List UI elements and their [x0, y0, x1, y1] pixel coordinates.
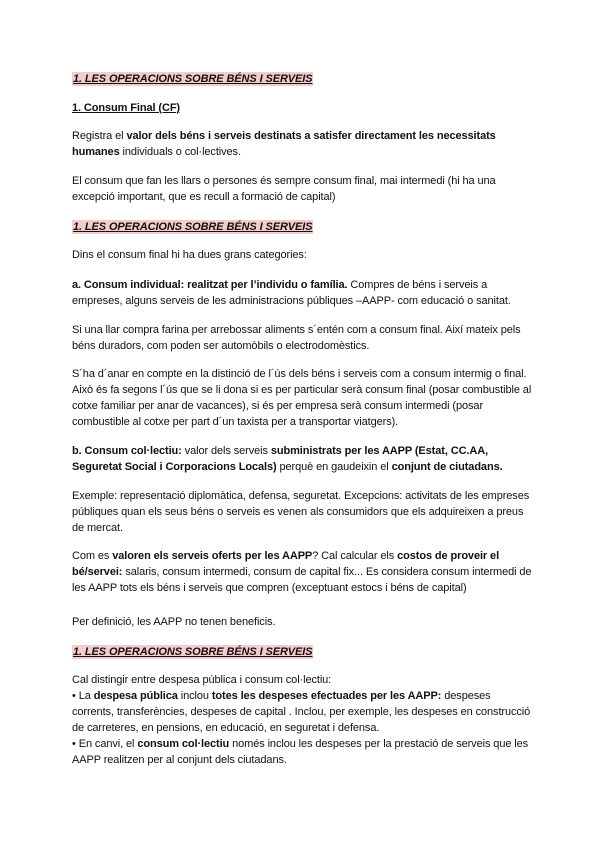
text-segment: Compres de béns i serveis a empreses, alguns serveis de les administracions públiques –AAPP- com educació o sanitat. — [72, 279, 511, 307]
text-segment: S´ha d´anar en compte en la distinció de l´ús dels béns i serveis com a consum intermig o final. Això és fa segons l´ús que se li dona si es per particular serà consum final (posar combustible al cotxe familiar per anar de vacances), si és per empresa serà consum intermedi (posar combustible al cotxe per part d´un taxista per a transportar viatgers). — [72, 368, 532, 428]
text-segment: individuals o col·lectives. — [119, 146, 241, 158]
section-heading-3 — [72, 644, 532, 660]
heading-text: 1. LES OPERACIONS SOBRE BÉNS I SERVEIS — [73, 73, 313, 85]
text-segment: Com es — [72, 550, 113, 562]
bold-text: costos de proveir el bé/servei: — [72, 550, 500, 578]
text-segment: Per definició, les AAPP no tenen beneficis. — [72, 616, 276, 628]
paragraph — [72, 322, 532, 354]
section-heading-2 — [72, 219, 532, 235]
text-segment: Cal distingir entre despesa pública i consum col·lectiu: — [72, 674, 332, 686]
paragraph — [72, 128, 532, 160]
heading-text: 1. LES OPERACIONS SOBRE BÉNS I SERVEIS — [73, 646, 313, 658]
bold-text: b. Consum col·lectiu: — [72, 445, 182, 457]
paragraph — [72, 672, 532, 688]
bold-text: totes les despeses efectuades per les AAPP: — [211, 690, 442, 702]
text-segment: Exemple: representació diplomàtica, defensa, seguretat. Excepcions: activitats de les empreses públiques quan els seus béns o serveis es venen als consumidors que els adquireixen a preus de mercat. — [72, 490, 530, 534]
text-segment: salaris, consum intermedi, consum de capital fix... Es considera consum intermedi de les AAPP tots els béns i serveis que compren (exceptuant estocs i béns de capital) — [72, 566, 532, 594]
paragraph — [72, 443, 532, 475]
bold-text: valoren els serveis oferts per les AAPP — [112, 550, 313, 562]
text-segment: inclou — [177, 690, 212, 702]
paragraph — [72, 488, 532, 536]
heading-text: 1. LES OPERACIONS SOBRE BÉNS I SERVEIS — [73, 221, 313, 233]
paragraph — [72, 366, 532, 430]
paragraph — [72, 247, 532, 263]
paragraph — [72, 736, 532, 768]
bold-text: a. Consum individual: realitzat per l’individu o família. — [72, 279, 348, 291]
text-segment: • La — [72, 690, 94, 702]
text-segment: Dins el consum final hi ha dues grans categories: — [72, 249, 307, 261]
section-heading-1 — [72, 71, 532, 87]
text-segment: ? Cal calcular els — [312, 550, 398, 562]
paragraph — [72, 173, 532, 205]
bold-text: despesa pública — [93, 690, 178, 702]
subheading — [72, 100, 532, 116]
paragraph — [72, 688, 532, 736]
paragraph — [72, 277, 532, 309]
text-segment: Registra el — [72, 130, 127, 142]
paragraph — [72, 548, 532, 596]
paragraph — [72, 614, 532, 630]
text-segment: Si una llar compra farina per arrebossar aliments s´entén com a consum final. Així mateix pels béns duradors, com poden ser automòbils o electrodomèstics. — [72, 324, 521, 352]
bold-text: valor dels béns i serveis destinats a satisfer directament les necessitats humanes — [72, 130, 496, 158]
bold-text: consum col·lectiu — [137, 738, 230, 750]
text-segment: perquè en gaudeixin el — [276, 461, 392, 473]
text-segment: despeses corrents, transferències, despeses de capital . Inclou, per exemple, les despeses en construcció de carreteres, en pensions, en educació, en seguretat i defensa. — [72, 690, 531, 734]
text-segment: • En canvi, el — [72, 738, 138, 750]
text-segment: valor dels serveis — [181, 445, 271, 457]
subheading-text: 1. Consum Final (CF) — [72, 102, 181, 114]
bold-text: subministrats per les AAPP (Estat, CC.AA, Seguretat Social i Corporacions Locals) — [72, 445, 489, 473]
text-segment: només inclou les despeses per la prestació de serveis que les AAPP realitzen per al conjunt dels ciutadans. — [72, 738, 529, 766]
bold-text: conjunt de ciutadans. — [391, 461, 503, 473]
text-segment: El consum que fan les llars o persones és sempre consum final, mai intermedi (hi ha una excepció important, que es recull a formació de capital) — [72, 175, 496, 203]
